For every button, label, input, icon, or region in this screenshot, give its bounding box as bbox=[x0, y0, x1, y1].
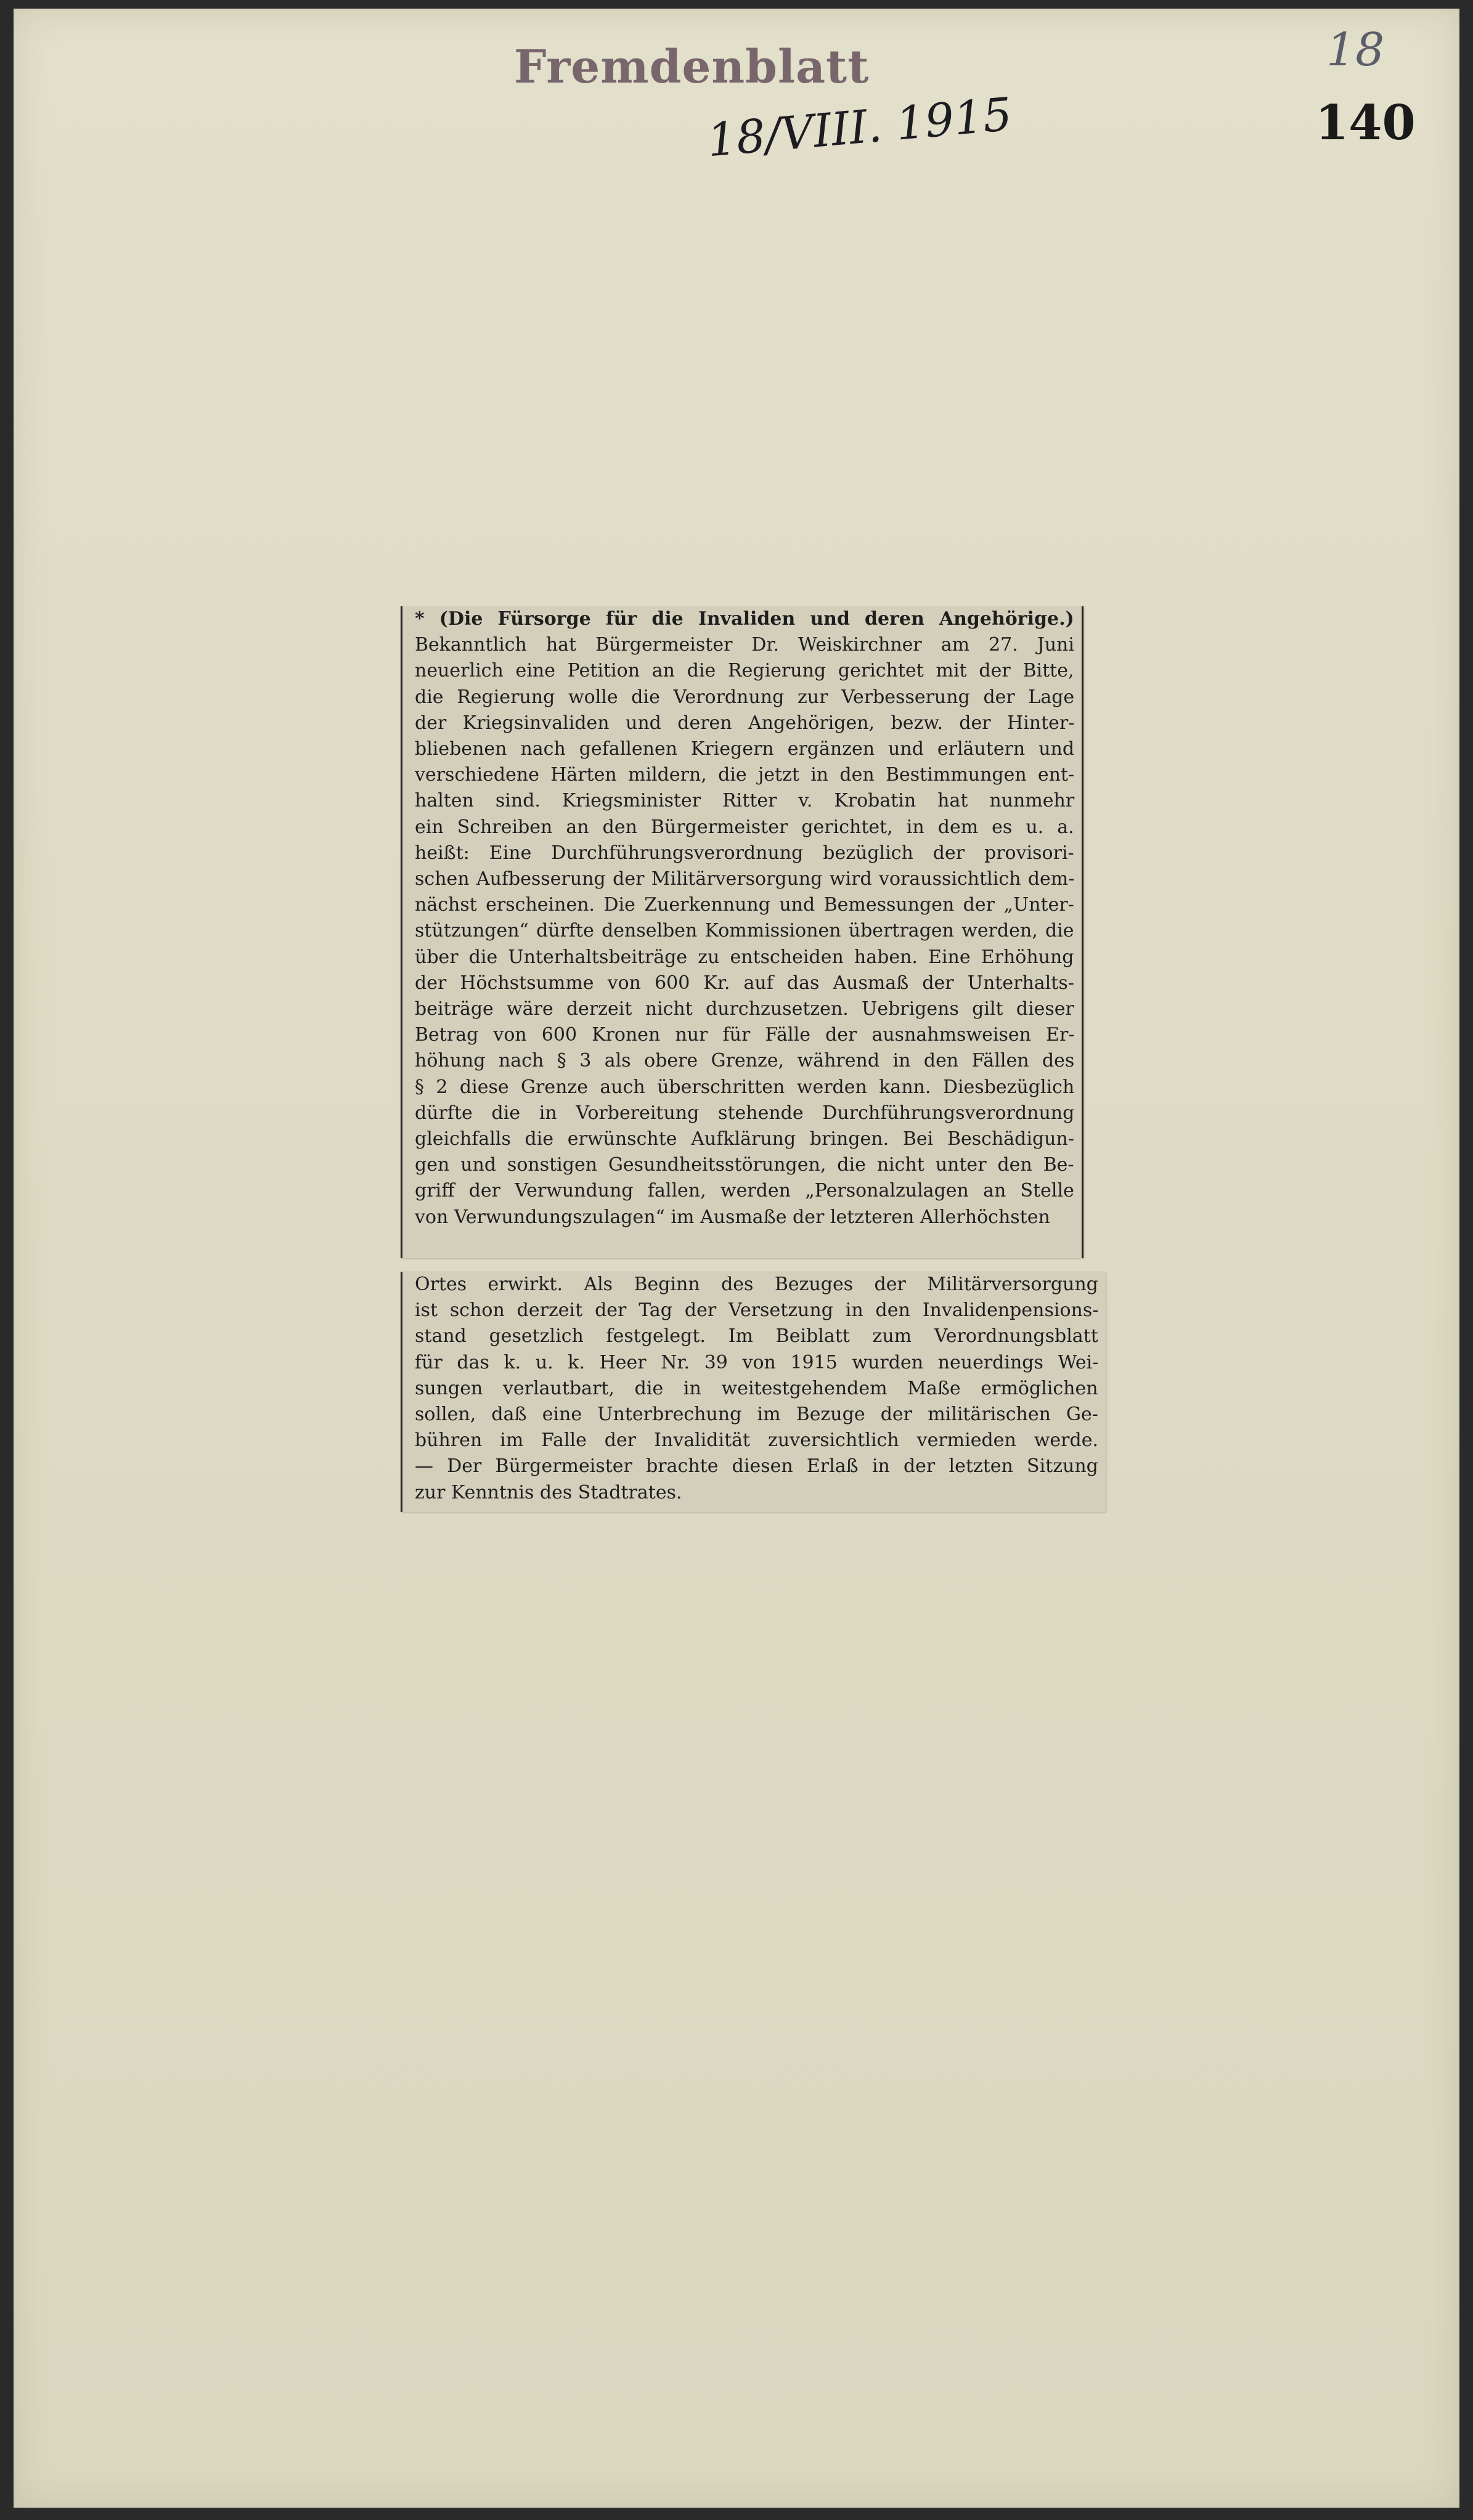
clipping-line: — Der Bürgermeister brachte diesen Erlaß in der letzten Sitzung bbox=[415, 1455, 1098, 1477]
clipping-line: stützungen“ dürfte denselben Kommissionen übertragen werden, die bbox=[415, 920, 1074, 942]
clipping-line: die Regierung wolle die Verordnung zur Verbesserung der Lage bbox=[415, 686, 1075, 708]
clipping-line: griff der Verwundung fallen, werden „Personalzulagen an Stelle bbox=[415, 1180, 1074, 1202]
clipping-line: bühren im Falle der Invalidität zuversichtlich vermieden werde. bbox=[415, 1429, 1098, 1452]
clipping-line: höhung nach § 3 als obere Grenze, während in den Fällen des bbox=[415, 1050, 1075, 1072]
clipping-line: der Höchstsumme von 600 Kr. auf das Ausmaß der Unterhalts- bbox=[415, 972, 1074, 994]
clipping-line: schen Aufbesserung der Militärversorgung wird voraussichtlich dem- bbox=[415, 868, 1075, 890]
clipping-line: Ortes erwirkt. Als Beginn des Bezuges der Militärversorgung bbox=[415, 1274, 1098, 1295]
clipping-line: beiträge wäre derzeit nicht durchzusetzen. Uebrigens gilt dieser bbox=[415, 998, 1074, 1020]
clipping-line: dürfte die in Vorbereitung stehende Durchführungsverordnung bbox=[415, 1102, 1075, 1124]
page-number: 140 bbox=[1315, 95, 1416, 151]
clipping-line: über die Unterhaltsbeiträge zu entscheiden haben. Eine Erhöhung bbox=[415, 946, 1074, 968]
clipping-line: für das k. u. k. Heer Nr. 39 von 1915 wurden neuerdings Wei- bbox=[415, 1351, 1099, 1373]
clipping-line: halten sind. Kriegsminister Ritter v. Krobatin hat nunmehr bbox=[415, 790, 1075, 812]
clipping-line: nächst erscheinen. Die Zuerkennung und Bemessungen der „Unter- bbox=[415, 894, 1074, 916]
clipping-line: neuerlich eine Petition an die Regierung gerichtet mit der Bitte, bbox=[415, 660, 1074, 682]
clipping-line: Betrag von 600 Kronen nur für Fälle der ausnahmsweisen Er- bbox=[415, 1024, 1075, 1046]
handwritten-date: 18/VIII. 1915 bbox=[705, 87, 1014, 168]
newspaper-clipping-part-1 bbox=[401, 606, 1083, 1258]
document-page bbox=[14, 9, 1459, 2508]
clipping-line: der Kriegsinvaliden und deren Angehörigen, bezw. der Hinter- bbox=[415, 712, 1075, 734]
clipping-line: stand gesetzlich festgelegt. Im Beiblatt zum Verordnungsblatt bbox=[415, 1325, 1098, 1347]
clipping-line: verschiedene Härten mildern, die jetzt in den Bestimmungen ent- bbox=[415, 764, 1075, 786]
clipping-line: * (Die Fürsorge für die Invaliden und deren Angehörige.) bbox=[415, 608, 1074, 630]
clipping-line: ist schon derzeit der Tag der Versetzung in den Invalidenpensions- bbox=[415, 1299, 1099, 1322]
clipping-line: § 2 diese Grenze auch überschritten werden kann. Diesbezüglich bbox=[415, 1076, 1075, 1098]
clipping-line: zur Kenntnis des Stadtrates. bbox=[415, 1481, 682, 1503]
clipping-line: bliebenen nach gefallenen Kriegern ergänzen und erläutern und bbox=[415, 738, 1075, 760]
clipping-line: sungen verlautbart, die in weitestgehendem Maße ermöglichen bbox=[415, 1377, 1098, 1399]
clipping-line: sollen, daß eine Unterbrechung im Bezuge der militärischen Ge- bbox=[415, 1404, 1098, 1426]
newspaper-clipping-part-2 bbox=[401, 1272, 1106, 1512]
clipping-line: ein Schreiben an den Bürgermeister gerichtet, in dem es u. a. bbox=[415, 816, 1074, 838]
clipping-line: heißt: Eine Durchführungsverordnung bezüglich der provisori- bbox=[415, 842, 1074, 864]
clipping-line: gen und sonstigen Gesundheitsstörungen, die nicht unter den Be- bbox=[415, 1154, 1074, 1176]
clipping-line: von Verwundungszulagen“ im Ausmaße der letzteren Allerhöchsten bbox=[415, 1206, 1050, 1228]
handwritten-number: 18 bbox=[1326, 23, 1385, 76]
newspaper-stamp: Fremdenblatt bbox=[514, 41, 870, 94]
clipping-line: gleichfalls die erwünschte Aufklärung bringen. Bei Beschädigun- bbox=[415, 1128, 1074, 1150]
clipping-line: Bekanntlich hat Bürgermeister Dr. Weiskirchner am 27. Juni bbox=[415, 634, 1074, 656]
